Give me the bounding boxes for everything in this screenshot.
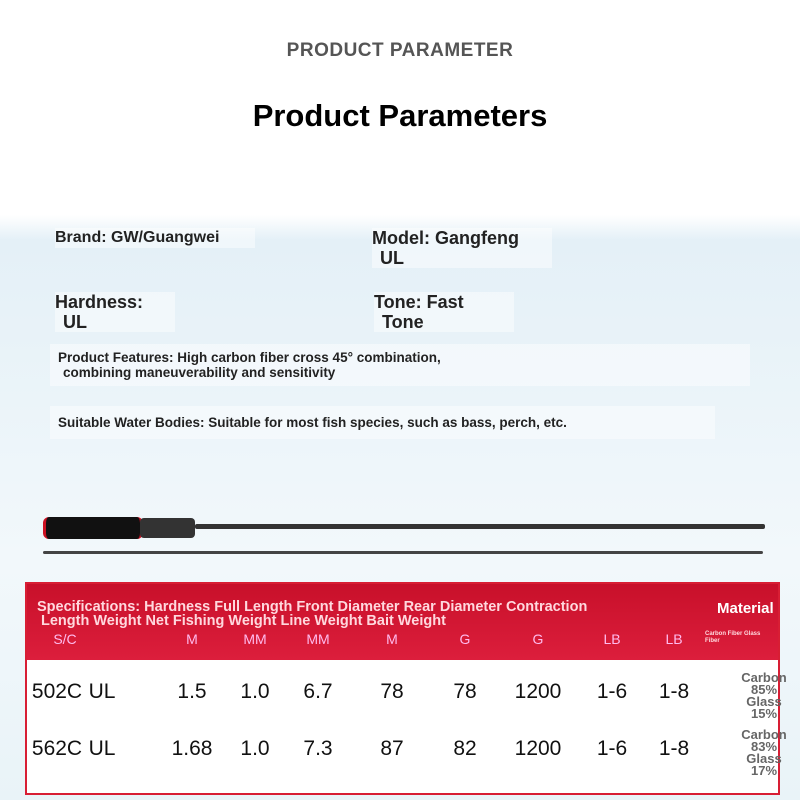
material-text: 83% xyxy=(750,739,778,754)
material-cell xyxy=(739,729,789,777)
water-label: Suitable Water Bodies: Suitable for most fish species, such as bass, perch, etc. xyxy=(50,406,715,439)
table-cell: UL xyxy=(88,737,116,760)
unit-label: M xyxy=(386,631,398,647)
page-title: Product Parameters xyxy=(252,98,548,133)
model-label xyxy=(372,228,552,268)
material-sub-header: Carbon Fiber Glass Fiber xyxy=(705,631,761,644)
table-cell: 1200 xyxy=(514,680,562,703)
tone-line-1: Tone: Fast xyxy=(374,292,464,312)
model-line-1: Model: Gangfeng xyxy=(372,228,519,248)
table-header xyxy=(27,584,778,660)
unit-label: G xyxy=(532,631,544,647)
table-cell: 1-8 xyxy=(658,680,690,703)
material-text: 15% xyxy=(750,706,778,721)
hardness-line-2: UL xyxy=(63,312,87,332)
unit-label: S/C xyxy=(53,631,77,647)
unit-label: LB xyxy=(665,631,683,647)
fishing-rod-image xyxy=(40,512,765,547)
material-text: 85% xyxy=(750,682,778,697)
table-cell: 1-6 xyxy=(596,737,628,760)
table-cell: 1200 xyxy=(514,737,562,760)
table-cell: 1.68 xyxy=(171,737,213,760)
material-text: Glass xyxy=(746,751,782,766)
hardness-label xyxy=(55,292,175,332)
table-cell: 78 xyxy=(453,680,477,703)
tone-label xyxy=(374,292,514,332)
features-label xyxy=(50,344,750,386)
material-text: Glass xyxy=(746,694,782,709)
features-line-2: combining maneuverability and sensitivity xyxy=(63,365,336,380)
table-cell: 1.0 xyxy=(240,680,270,703)
unit-label: MM xyxy=(306,631,330,647)
table-cell: 1-6 xyxy=(596,680,628,703)
header-line-1: Specifications: Hardness Full Length Front Diameter Rear Diameter Contraction xyxy=(37,599,588,615)
unit-label: G xyxy=(459,631,471,647)
tone-line-2: Tone xyxy=(382,312,424,332)
unit-label: LB xyxy=(603,631,621,647)
hardness-line-1: Hardness: xyxy=(55,292,144,312)
brand-label: Brand: GW/Guangwei xyxy=(55,228,255,248)
table-cell: 87 xyxy=(380,737,404,760)
specifications-table xyxy=(25,582,787,795)
table-cell: 7.3 xyxy=(303,737,333,760)
table-cell: 1-8 xyxy=(658,737,690,760)
table-cell: UL xyxy=(88,680,116,703)
table-cell: 82 xyxy=(453,737,477,760)
material-header: Material xyxy=(717,600,774,617)
material-cell xyxy=(739,672,789,720)
material-text: Carbon xyxy=(741,670,787,685)
table-cell: 1.5 xyxy=(177,680,207,703)
table-cell: 1.0 xyxy=(240,737,270,760)
table-cell: 502C xyxy=(31,680,83,703)
table-cell: 562C xyxy=(31,737,83,760)
table-cell: 78 xyxy=(380,680,404,703)
unit-label: M xyxy=(186,631,198,647)
section-subtitle: PRODUCT PARAMETER xyxy=(286,40,514,61)
model-line-2: UL xyxy=(380,248,404,268)
material-text: Carbon xyxy=(741,727,787,742)
features-line-1: Product Features: High carbon fiber cross 45° combination, xyxy=(58,350,441,365)
table-cell: 6.7 xyxy=(303,680,333,703)
unit-label: MM xyxy=(243,631,267,647)
header-line-2: Length Weight Net Fishing Weight Line Weight Bait Weight xyxy=(41,613,446,629)
material-text: 17% xyxy=(750,763,778,778)
